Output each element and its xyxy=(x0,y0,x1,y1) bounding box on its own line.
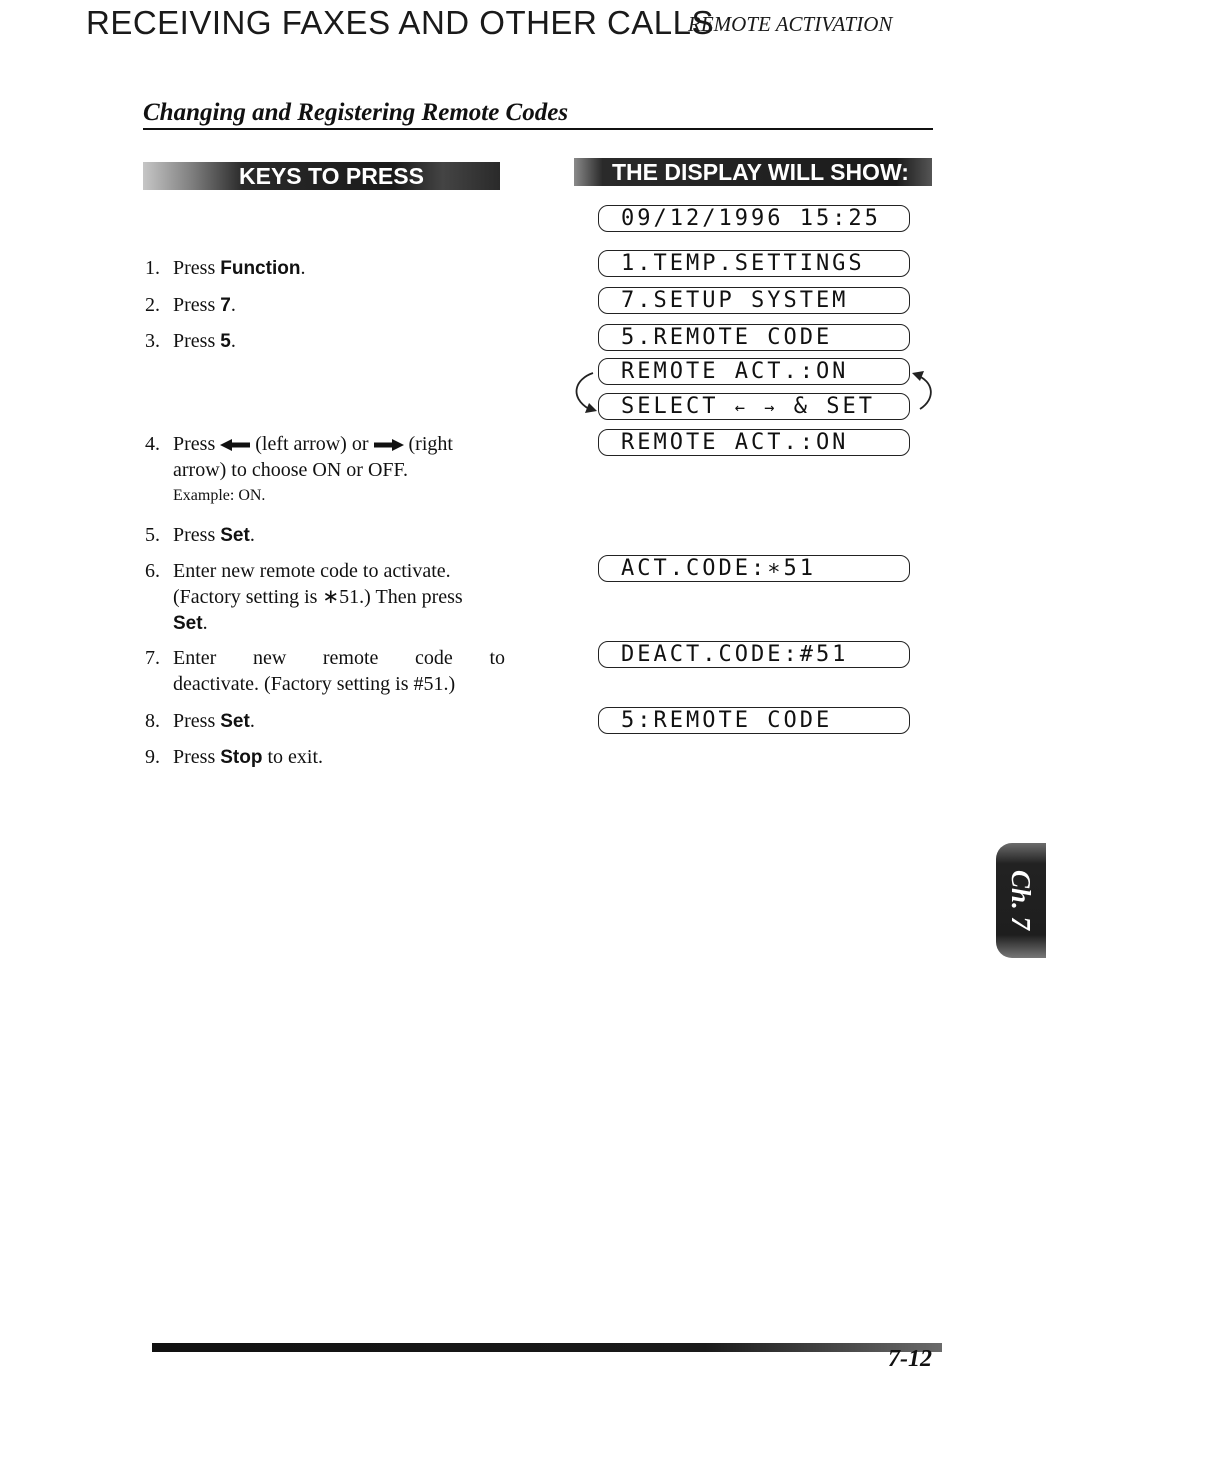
key-label: 7 xyxy=(220,295,231,316)
step-text: Press xyxy=(173,294,221,316)
step-text: Press xyxy=(173,433,221,455)
section-title: Changing and Registering Remote Codes xyxy=(143,99,569,126)
lcd-remote-code-done: 5:REMOTE CODE xyxy=(598,707,910,734)
step-text: Press xyxy=(173,746,221,768)
right-arrow-key-icon xyxy=(374,439,404,451)
key-label: Set xyxy=(173,613,203,634)
key-label: Set xyxy=(220,525,250,546)
step-text: Press xyxy=(173,710,221,732)
step-text: Enter new remote code to xyxy=(173,647,505,669)
step-text: deactivate. (Factory setting is #51.) xyxy=(173,673,456,695)
step-text: (right xyxy=(403,433,453,455)
right-arrow-glyph-icon: → xyxy=(764,398,778,418)
step-8 xyxy=(145,708,505,735)
step-text: (Factory setting is ∗51.) Then press xyxy=(173,586,463,608)
step-number: 7. xyxy=(145,647,160,669)
lcd-remote-act-on: REMOTE ACT.:ON xyxy=(598,358,910,385)
step-text: to exit. xyxy=(262,746,323,768)
chapter-tab-label: Ch. 7 xyxy=(1006,870,1036,931)
cycle-arrow-right-icon xyxy=(910,367,940,415)
step-9 xyxy=(145,744,505,771)
step-number: 6. xyxy=(145,560,160,582)
lcd-select-set xyxy=(598,393,910,420)
lcd-date-time: 09/12/1996 15:25 xyxy=(598,205,910,232)
step-number: 9. xyxy=(145,746,160,768)
footer-rule xyxy=(152,1343,942,1352)
cycle-arrow-left-icon xyxy=(563,369,603,415)
lcd-text: SELECT xyxy=(621,394,735,419)
lcd-setup-system: 7.SETUP SYSTEM xyxy=(598,287,910,314)
step-text: . xyxy=(230,294,236,316)
section-rule xyxy=(143,128,933,130)
step-text: Press xyxy=(173,257,221,279)
page-header-subtitle: REMOTE ACTIVATION xyxy=(688,12,893,36)
step-number: 5. xyxy=(145,524,160,546)
step-text: . xyxy=(249,710,255,732)
step-4 xyxy=(145,431,505,509)
step-text: Enter new remote code to activate. xyxy=(173,560,451,582)
step-text: (left arrow) or xyxy=(250,433,374,455)
step-6 xyxy=(145,558,505,637)
lcd-remote-act-on-2: REMOTE ACT.:ON xyxy=(598,429,910,456)
step-example: Example: ON. xyxy=(173,487,266,504)
key-label: Function xyxy=(220,258,301,279)
step-7 xyxy=(145,645,505,697)
step-number: 1. xyxy=(145,257,160,279)
step-text: Press xyxy=(173,524,221,546)
key-label: Stop xyxy=(220,747,263,768)
step-number: 4. xyxy=(145,433,160,455)
step-1 xyxy=(145,255,505,282)
lcd-text: & SET xyxy=(777,394,875,419)
step-text: arrow) to choose ON or OFF. xyxy=(173,459,409,481)
step-text: . xyxy=(249,524,255,546)
lcd-act-code: ACT.CODE:∗51 xyxy=(598,555,910,582)
lcd-deact-code: DEACT.CODE:#51 xyxy=(598,641,910,668)
step-text: Press xyxy=(173,330,221,352)
step-2 xyxy=(145,292,505,319)
step-text: . xyxy=(300,257,306,279)
left-arrow-key-icon xyxy=(220,439,250,451)
step-5 xyxy=(145,522,505,549)
lcd-temp-settings: 1.TEMP.SETTINGS xyxy=(598,250,910,277)
step-text: . xyxy=(230,330,236,352)
step-text: . xyxy=(202,612,208,634)
display-will-show-banner: THE DISPLAY WILL SHOW: xyxy=(574,158,932,186)
step-number: 8. xyxy=(145,710,160,732)
step-number: 3. xyxy=(145,330,160,352)
chapter-tab xyxy=(996,843,1046,958)
step-3 xyxy=(145,328,505,355)
key-label: 5 xyxy=(220,331,231,352)
key-label: Set xyxy=(220,711,250,732)
page-header-title: RECEIVING FAXES AND OTHER CALLS xyxy=(86,4,714,41)
left-arrow-glyph-icon: ← xyxy=(734,398,748,418)
page-number: 7-12 xyxy=(888,1346,932,1372)
lcd-remote-code: 5.REMOTE CODE xyxy=(598,324,910,351)
keys-to-press-banner: KEYS TO PRESS xyxy=(143,162,500,190)
step-number: 2. xyxy=(145,294,160,316)
